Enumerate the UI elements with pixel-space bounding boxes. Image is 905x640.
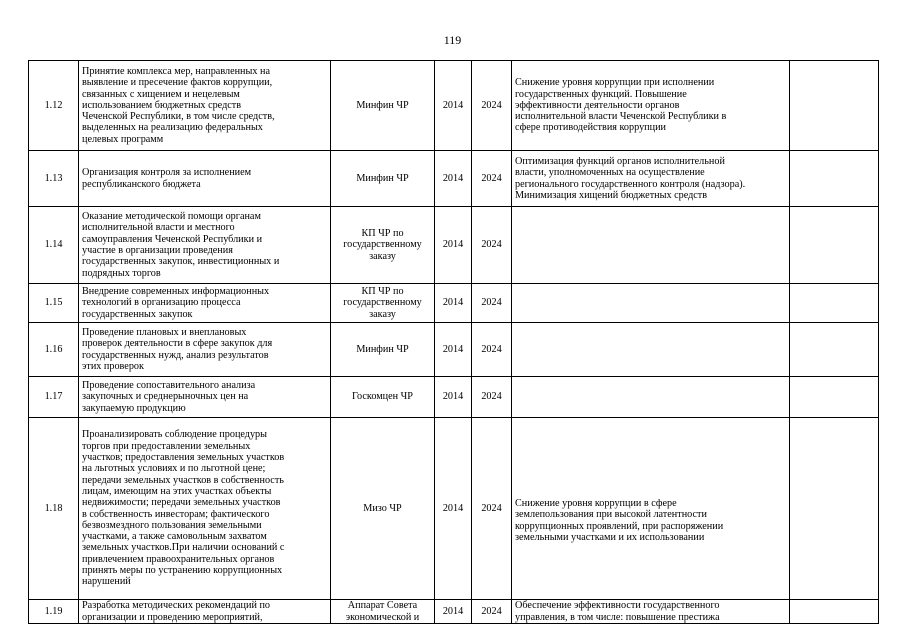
extra-cell bbox=[790, 418, 879, 600]
executor: Минфин ЧР bbox=[331, 61, 435, 151]
start-year: 2014 bbox=[435, 377, 472, 418]
row-number: 1.16 bbox=[29, 323, 79, 377]
table-row bbox=[29, 284, 879, 323]
start-year: 2014 bbox=[435, 323, 472, 377]
expected-result bbox=[512, 377, 790, 418]
executor: КП ЧР по государственному заказу bbox=[331, 207, 435, 284]
extra-cell bbox=[790, 377, 879, 418]
row-number: 1.14 bbox=[29, 207, 79, 284]
measure-text: Проанализировать соблюдение процедуры торгов при предоставлении земельных участков; предоставления земельных участков на льготных условиях и по льготной цене; передачи земельных участков в собственность лицам, имеющим на этих участках объекты недвижимости; передачи земельных участков в собственность инвесторам; фактического безвозмездного пользования земельными участками, а также самовольным захватом земельных участков.При наличии оснований с привлечением правоохранительных органов принять меры по устранению коррупционных нарушений bbox=[79, 418, 331, 600]
measure-text: Оказание методической помощи органам исполнительной власти и местного самоуправления Чеченской Республики и участие в организации проведения государственных закупок, инвестиционных и подрядных торгов bbox=[79, 207, 331, 284]
extra-cell bbox=[790, 61, 879, 151]
expected-result: Обеспечение эффективности государственного управления, в том числе: повышение престижа bbox=[512, 600, 790, 624]
measure-text: Принятие комплекса мер, направленных на выявление и пресечение фактов коррупции, связанных с хищением и нецелевым использованием бюджетных средств Чеченской Республики, в том числе средств, выделенных на реализацию федеральных целевых программ bbox=[79, 61, 331, 151]
end-year: 2024 bbox=[472, 151, 512, 207]
end-year: 2024 bbox=[472, 323, 512, 377]
executor: Минфин ЧР bbox=[331, 151, 435, 207]
row-number: 1.12 bbox=[29, 61, 79, 151]
start-year: 2014 bbox=[435, 284, 472, 323]
row-number: 1.18 bbox=[29, 418, 79, 600]
start-year: 2014 bbox=[435, 151, 472, 207]
extra-cell bbox=[790, 151, 879, 207]
end-year: 2024 bbox=[472, 207, 512, 284]
expected-result: Снижение уровня коррупции при исполнении государственных функций. Повышение эффективности деятельности органов исполнительной власти Чеченской Республики в сфере противодействия коррупции bbox=[512, 61, 790, 151]
executor: КП ЧР по государственному заказу bbox=[331, 284, 435, 323]
end-year: 2024 bbox=[472, 284, 512, 323]
start-year: 2014 bbox=[435, 61, 472, 151]
measure-text: Внедрение современных информационных технологий в организацию процесса государственных закупок bbox=[79, 284, 331, 323]
extra-cell bbox=[790, 284, 879, 323]
row-number: 1.17 bbox=[29, 377, 79, 418]
page-number: 119 bbox=[443, 33, 462, 47]
measure-text: Разработка методических рекомендаций по организации и проведению мероприятий, bbox=[79, 600, 331, 624]
measures-table bbox=[28, 60, 879, 624]
executor: Аппарат Совета экономической и bbox=[331, 600, 435, 624]
expected-result bbox=[512, 323, 790, 377]
expected-result bbox=[512, 207, 790, 284]
end-year: 2024 bbox=[472, 61, 512, 151]
table-row bbox=[29, 207, 879, 284]
extra-cell bbox=[790, 207, 879, 284]
executor: Госкомцен ЧР bbox=[331, 377, 435, 418]
measure-text: Проведение сопоставительного анализа закупочных и среднерыночных цен на закупаемую продукцию bbox=[79, 377, 331, 418]
table-row bbox=[29, 151, 879, 207]
end-year: 2024 bbox=[472, 377, 512, 418]
expected-result: Снижение уровня коррупции в сфере землепользования при высокой латентности коррупционных проявлений, при распоряжении земельными участками и их использовании bbox=[512, 418, 790, 600]
extra-cell bbox=[790, 323, 879, 377]
row-number: 1.19 bbox=[29, 600, 79, 624]
measure-text: Проведение плановых и внеплановых проверок деятельности в сфере закупок для государственных нужд, анализ результатов этих проверок bbox=[79, 323, 331, 377]
executor: Минфин ЧР bbox=[331, 323, 435, 377]
start-year: 2014 bbox=[435, 418, 472, 600]
table-row bbox=[29, 323, 879, 377]
executor: Мизо ЧР bbox=[331, 418, 435, 600]
expected-result bbox=[512, 284, 790, 323]
measure-text: Организация контроля за исполнением республиканского бюджета bbox=[79, 151, 331, 207]
end-year: 2024 bbox=[472, 600, 512, 624]
table-row bbox=[29, 61, 879, 151]
row-number: 1.13 bbox=[29, 151, 79, 207]
table-row bbox=[29, 600, 879, 624]
start-year: 2014 bbox=[435, 600, 472, 624]
row-number: 1.15 bbox=[29, 284, 79, 323]
table-row bbox=[29, 418, 879, 600]
end-year: 2024 bbox=[472, 418, 512, 600]
table-row bbox=[29, 377, 879, 418]
expected-result: Оптимизация функций органов исполнительной власти, уполномоченных на осуществление регионального государственного контроля (надзора). Минимизация хищений бюджетных средств bbox=[512, 151, 790, 207]
start-year: 2014 bbox=[435, 207, 472, 284]
extra-cell bbox=[790, 600, 879, 624]
